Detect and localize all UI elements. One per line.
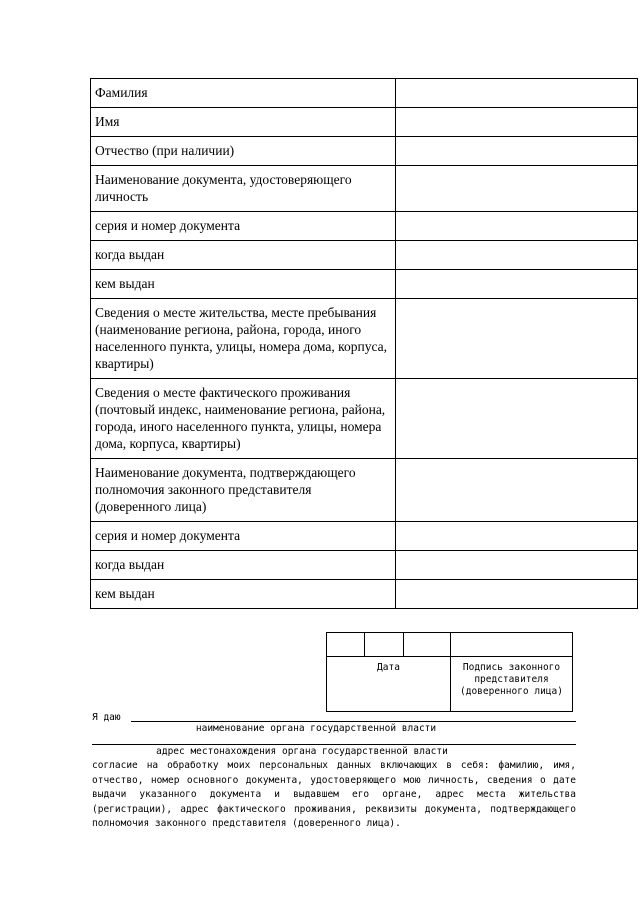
form-row: [91, 551, 638, 580]
field-value[interactable]: [396, 137, 638, 166]
date-caption: Дата: [327, 657, 451, 712]
form-row: [91, 522, 638, 551]
field-value[interactable]: [396, 79, 638, 108]
form-row: [91, 166, 638, 212]
field-label: серия и номер документа: [91, 522, 396, 551]
authority-name-line[interactable]: [131, 721, 576, 722]
date-day-cell[interactable]: [327, 633, 365, 657]
form-row: [91, 580, 638, 609]
field-value[interactable]: [396, 108, 638, 137]
form-row: [91, 299, 638, 379]
field-label: Наименование документа, удостоверяющего личность: [91, 166, 396, 212]
form-row: [91, 459, 638, 522]
field-label: Отчество (при наличии): [91, 137, 396, 166]
authority-caption: наименование органа государственной власти: [195, 723, 437, 734]
field-value[interactable]: [396, 522, 638, 551]
personal-data-table: [90, 78, 638, 609]
field-label: Имя: [91, 108, 396, 137]
field-label: кем выдан: [91, 580, 396, 609]
consent-prefix: Я даю: [92, 712, 121, 723]
field-label: Сведения о месте фактического проживания (почтовый индекс, наименование региона, района, города, иного населенного пункта, улицы, номера дома, корпуса, квартиры): [91, 379, 396, 459]
field-value[interactable]: [396, 379, 638, 459]
field-label: когда выдан: [91, 551, 396, 580]
field-label: Фамилия: [91, 79, 396, 108]
form-row: [91, 270, 638, 299]
signature-cell[interactable]: [451, 633, 573, 657]
form-row: [91, 79, 638, 108]
date-month-cell[interactable]: [365, 633, 404, 657]
form-row: [91, 379, 638, 459]
field-label: серия и номер документа: [91, 212, 396, 241]
field-label: кем выдан: [91, 270, 396, 299]
form-row: [91, 241, 638, 270]
field-value[interactable]: [396, 580, 638, 609]
field-label: Сведения о месте жительства, месте пребывания (наименование региона, района, города, иного населенного пункта, улицы, номера дома, корпуса, квартиры): [91, 299, 396, 379]
form-row: [91, 212, 638, 241]
field-value[interactable]: [396, 166, 638, 212]
field-value[interactable]: [396, 459, 638, 522]
signature-table: [326, 632, 573, 712]
form-row: [91, 137, 638, 166]
field-value[interactable]: [396, 241, 638, 270]
signature-caption: Подпись законного представителя (доверенного лица): [451, 657, 573, 712]
field-value[interactable]: [396, 299, 638, 379]
address-caption: адрес местонахождения органа государственной власти: [156, 746, 448, 757]
field-label: Наименование документа, подтверждающего полномочия законного представителя (доверенного лица): [91, 459, 396, 522]
field-value[interactable]: [396, 270, 638, 299]
field-value[interactable]: [396, 212, 638, 241]
field-label: когда выдан: [91, 241, 396, 270]
date-year-cell[interactable]: [404, 633, 451, 657]
authority-address-line[interactable]: [92, 744, 576, 745]
consent-text: согласие на обработку моих персональных данных включающих в себя: фамилию, имя, отчество, номер основного документа, удостоверяющего мою личность, сведения о дате выдачи указанного документа и выдавшем его органе, адрес места жительства (регистрации), адрес фактического проживания, реквизиты документа, подтверждающего полномочия законного представителя (доверенного лица).: [92, 760, 576, 830]
form-row: [91, 108, 638, 137]
field-value[interactable]: [396, 551, 638, 580]
